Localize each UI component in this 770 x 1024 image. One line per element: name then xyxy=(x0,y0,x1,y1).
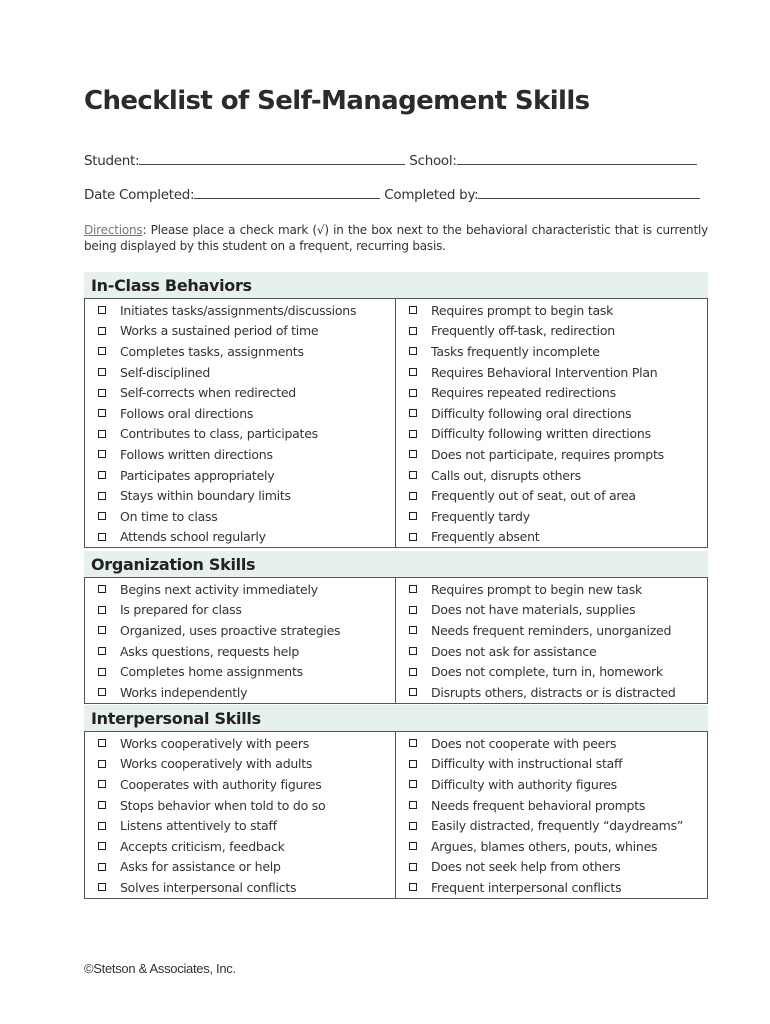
checklist-item-label: Requires repeated redirections xyxy=(431,385,616,401)
checklist-item-label: Calls out, disrupts others xyxy=(431,467,581,483)
checklist-item-label: Frequently tardy xyxy=(431,508,530,524)
checkbox[interactable] xyxy=(409,306,417,314)
checklist-item-label: Follows written directions xyxy=(120,446,273,462)
checklist-item-label: Argues, blames others, pouts, whines xyxy=(431,838,658,854)
checkbox[interactable] xyxy=(98,512,106,520)
strengths-column xyxy=(85,732,396,898)
checklist-item xyxy=(85,754,395,775)
checkbox[interactable] xyxy=(409,668,417,676)
checklist-item-label: Attends school regularly xyxy=(120,529,266,545)
checklist-item-label: Self-corrects when redirected xyxy=(120,385,296,401)
checkbox[interactable] xyxy=(409,389,417,397)
section-table xyxy=(84,577,708,704)
checklist-item-label: Works a sustained period of time xyxy=(120,323,319,339)
checkbox[interactable] xyxy=(409,409,417,417)
checkbox[interactable] xyxy=(409,739,417,747)
checkbox[interactable] xyxy=(409,688,417,696)
checklist-item-label: Requires prompt to begin task xyxy=(431,302,614,318)
checklist-item-label: Difficulty with authority figures xyxy=(431,776,617,792)
checklist-item-label: Does not cooperate with peers xyxy=(431,735,617,751)
checklist-item xyxy=(396,527,707,548)
checklist-item xyxy=(85,362,395,383)
checklist-item xyxy=(396,754,707,775)
date-completed-field[interactable] xyxy=(194,186,380,199)
checklist-item xyxy=(85,485,395,506)
checklist-item-label: Does not participate, requires prompts xyxy=(431,446,664,462)
checklist-item xyxy=(85,795,395,816)
checkbox[interactable] xyxy=(98,471,106,479)
checklist-item-label: Needs frequent behavioral prompts xyxy=(431,797,646,813)
checklist-item xyxy=(396,403,707,424)
checklist-item-label: Needs frequent reminders, unorganized xyxy=(431,622,672,638)
checkbox[interactable] xyxy=(98,863,106,871)
checkbox[interactable] xyxy=(98,668,106,676)
checklist-item-label: Difficulty with instructional staff xyxy=(431,756,623,772)
checklist-item-label: Tasks frequently incomplete xyxy=(431,343,600,359)
section-title: Organization Skills xyxy=(84,551,708,577)
checklist-item xyxy=(396,424,707,445)
checklist-item xyxy=(396,465,707,486)
checklist-item xyxy=(396,341,707,362)
checkbox[interactable] xyxy=(98,409,106,417)
checklist-item xyxy=(85,465,395,486)
checkbox[interactable] xyxy=(409,450,417,458)
checklist-item xyxy=(396,506,707,527)
checklist-item-label: Disrupts others, distracts or is distracted xyxy=(431,684,676,700)
checklist-item xyxy=(85,506,395,527)
checkbox[interactable] xyxy=(98,647,106,655)
section-organization-skills xyxy=(84,551,708,704)
checkbox[interactable] xyxy=(98,760,106,768)
checklist-item-label: Stays within boundary limits xyxy=(120,488,291,504)
strengths-column xyxy=(85,578,396,703)
checkbox[interactable] xyxy=(98,606,106,614)
directions-text: : Please place a check mark (√) in the box next to the behavioral characteristic that is currently being displayed by this student on a frequent, recurring basis. xyxy=(84,223,708,253)
checklist-item xyxy=(85,382,395,403)
date-completed-row xyxy=(84,186,709,203)
checklist-item-label: Requires prompt to begin new task xyxy=(431,581,642,597)
school-field[interactable] xyxy=(457,152,697,165)
checklist-item-label: Easily distracted, frequently “daydreams” xyxy=(431,818,684,834)
checklist-item-label: Does not have materials, supplies xyxy=(431,602,636,618)
checklist-item xyxy=(85,641,395,662)
checkbox[interactable] xyxy=(409,585,417,593)
checklist-item xyxy=(85,836,395,857)
checklist-item-label: Follows oral directions xyxy=(120,405,254,421)
checklist-item-label: Works cooperatively with peers xyxy=(120,735,309,751)
checkbox[interactable] xyxy=(409,801,417,809)
checkbox[interactable] xyxy=(409,347,417,355)
checklist-item xyxy=(85,341,395,362)
checklist-item xyxy=(396,877,707,898)
checklist-item xyxy=(85,815,395,836)
checklist-item-label: Difficulty following written directions xyxy=(431,426,651,442)
checkbox[interactable] xyxy=(98,739,106,747)
checklist-item xyxy=(85,774,395,795)
checklist-item-label: Listens attentively to staff xyxy=(120,818,277,834)
checkbox[interactable] xyxy=(409,512,417,520)
page-title: Checklist of Self-Management Skills xyxy=(84,86,590,116)
checklist-item xyxy=(396,641,707,662)
checklist-item-label: Initiates tasks/assignments/discussions xyxy=(120,302,357,318)
checkbox[interactable] xyxy=(98,492,106,500)
checklist-item xyxy=(396,620,707,641)
checklist-item xyxy=(396,682,707,703)
checklist-item-label: Asks for assistance or help xyxy=(120,859,281,875)
section-table xyxy=(84,298,708,548)
checklist-item xyxy=(85,857,395,878)
section-interpersonal-skills xyxy=(84,705,708,899)
section-title: In-Class Behaviors xyxy=(84,272,708,298)
checklist-item xyxy=(396,600,707,621)
checkbox[interactable] xyxy=(98,626,106,634)
checklist-item xyxy=(85,424,395,445)
school-label: School: xyxy=(409,153,457,169)
checklist-item-label: Begins next activity immediately xyxy=(120,581,318,597)
checklist-item-label: Does not seek help from others xyxy=(431,859,621,875)
date-completed-label: Date Completed: xyxy=(84,187,195,203)
checkbox[interactable] xyxy=(98,780,106,788)
checklist-item xyxy=(85,877,395,898)
checkbox[interactable] xyxy=(98,585,106,593)
strengths-column xyxy=(85,299,396,547)
checklist-item-label: On time to class xyxy=(120,508,218,524)
checkbox[interactable] xyxy=(98,688,106,696)
completed-by-field[interactable] xyxy=(478,186,700,199)
student-field[interactable] xyxy=(139,152,405,165)
checklist-item xyxy=(396,815,707,836)
checklist-item xyxy=(396,836,707,857)
section-title: Interpersonal Skills xyxy=(84,705,708,731)
checkbox[interactable] xyxy=(409,842,417,850)
checkbox[interactable] xyxy=(409,863,417,871)
checklist-item-label: Is prepared for class xyxy=(120,602,242,618)
checklist-item-label: Self-disciplined xyxy=(120,364,211,380)
checklist-item-label: Does not ask for assistance xyxy=(431,643,597,659)
checklist-item xyxy=(85,661,395,682)
checklist-item xyxy=(396,321,707,342)
checklist-item-label: Frequently out of seat, out of area xyxy=(431,488,636,504)
checkbox[interactable] xyxy=(98,822,106,830)
directions-label: Directions xyxy=(84,223,143,237)
student-label: Student: xyxy=(84,153,140,169)
checklist-item xyxy=(396,857,707,878)
checkbox[interactable] xyxy=(98,801,106,809)
checkbox[interactable] xyxy=(98,347,106,355)
checklist-item xyxy=(396,795,707,816)
checklist-item xyxy=(85,403,395,424)
checklist-item xyxy=(396,382,707,403)
checklist-item-label: Works independently xyxy=(120,684,248,700)
copyright-footer: ©Stetson & Associates, Inc. xyxy=(84,961,236,976)
checkbox[interactable] xyxy=(409,533,417,541)
checklist-item-label: Cooperates with authority figures xyxy=(120,776,322,792)
completed-by-label: Completed by: xyxy=(384,187,479,203)
checkbox[interactable] xyxy=(409,327,417,335)
checklist-item xyxy=(396,661,707,682)
checklist-item-label: Requires Behavioral Intervention Plan xyxy=(431,364,658,380)
checklist-item-label: Completes tasks, assignments xyxy=(120,343,304,359)
checklist-item xyxy=(85,620,395,641)
checkbox[interactable] xyxy=(98,430,106,438)
checkbox[interactable] xyxy=(409,780,417,788)
checklist-item xyxy=(396,485,707,506)
checklist-item xyxy=(85,527,395,548)
checkbox[interactable] xyxy=(409,760,417,768)
checkbox[interactable] xyxy=(409,368,417,376)
checkbox[interactable] xyxy=(409,492,417,500)
checklist-item xyxy=(396,362,707,383)
checklist-item-label: Accepts criticism, feedback xyxy=(120,838,285,854)
concerns-column xyxy=(396,299,707,547)
checkbox[interactable] xyxy=(98,883,106,891)
checklist-item xyxy=(85,300,395,321)
concerns-column xyxy=(396,732,707,898)
checklist-item-label: Solves interpersonal conflicts xyxy=(120,879,297,895)
checkbox[interactable] xyxy=(98,389,106,397)
concerns-column xyxy=(396,578,707,703)
checkbox[interactable] xyxy=(409,647,417,655)
checklist-item-label: Completes home assignments xyxy=(120,664,303,680)
checkbox[interactable] xyxy=(409,822,417,830)
checkbox[interactable] xyxy=(409,606,417,614)
checklist-item-label: Does not complete, turn in, homework xyxy=(431,664,663,680)
checkbox[interactable] xyxy=(409,471,417,479)
checkbox[interactable] xyxy=(98,533,106,541)
checkbox[interactable] xyxy=(409,626,417,634)
checklist-item-label: Organized, uses proactive strategies xyxy=(120,622,341,638)
checklist-item-label: Participates appropriately xyxy=(120,467,275,483)
checklist-item xyxy=(396,733,707,754)
directions xyxy=(84,222,708,254)
checklist-item xyxy=(85,579,395,600)
checklist-item-label: Frequently absent xyxy=(431,529,540,545)
checkbox[interactable] xyxy=(98,450,106,458)
checklist-item-label: Stops behavior when told to do so xyxy=(120,797,326,813)
checklist-item xyxy=(396,579,707,600)
checklist-item-label: Asks questions, requests help xyxy=(120,643,300,659)
checklist-item-label: Frequent interpersonal conflicts xyxy=(431,879,622,895)
checkbox[interactable] xyxy=(98,368,106,376)
checkbox[interactable] xyxy=(98,842,106,850)
section-table xyxy=(84,731,708,899)
checklist-item xyxy=(85,733,395,754)
checklist-item-label: Difficulty following oral directions xyxy=(431,405,632,421)
checklist-item xyxy=(85,444,395,465)
checkbox[interactable] xyxy=(98,306,106,314)
checklist-item xyxy=(396,300,707,321)
section-in-class-behaviors xyxy=(84,272,708,548)
checklist-item-label: Contributes to class, participates xyxy=(120,426,318,442)
checklist-item xyxy=(396,444,707,465)
checkbox[interactable] xyxy=(409,430,417,438)
student-school-row xyxy=(84,152,709,169)
checklist-item-label: Frequently off-task, redirection xyxy=(431,323,615,339)
checklist-item xyxy=(85,600,395,621)
checkbox[interactable] xyxy=(98,327,106,335)
checklist-item xyxy=(85,321,395,342)
checkbox[interactable] xyxy=(409,883,417,891)
checklist-item-label: Works cooperatively with adults xyxy=(120,756,313,772)
checklist-item xyxy=(396,774,707,795)
checklist-item xyxy=(85,682,395,703)
